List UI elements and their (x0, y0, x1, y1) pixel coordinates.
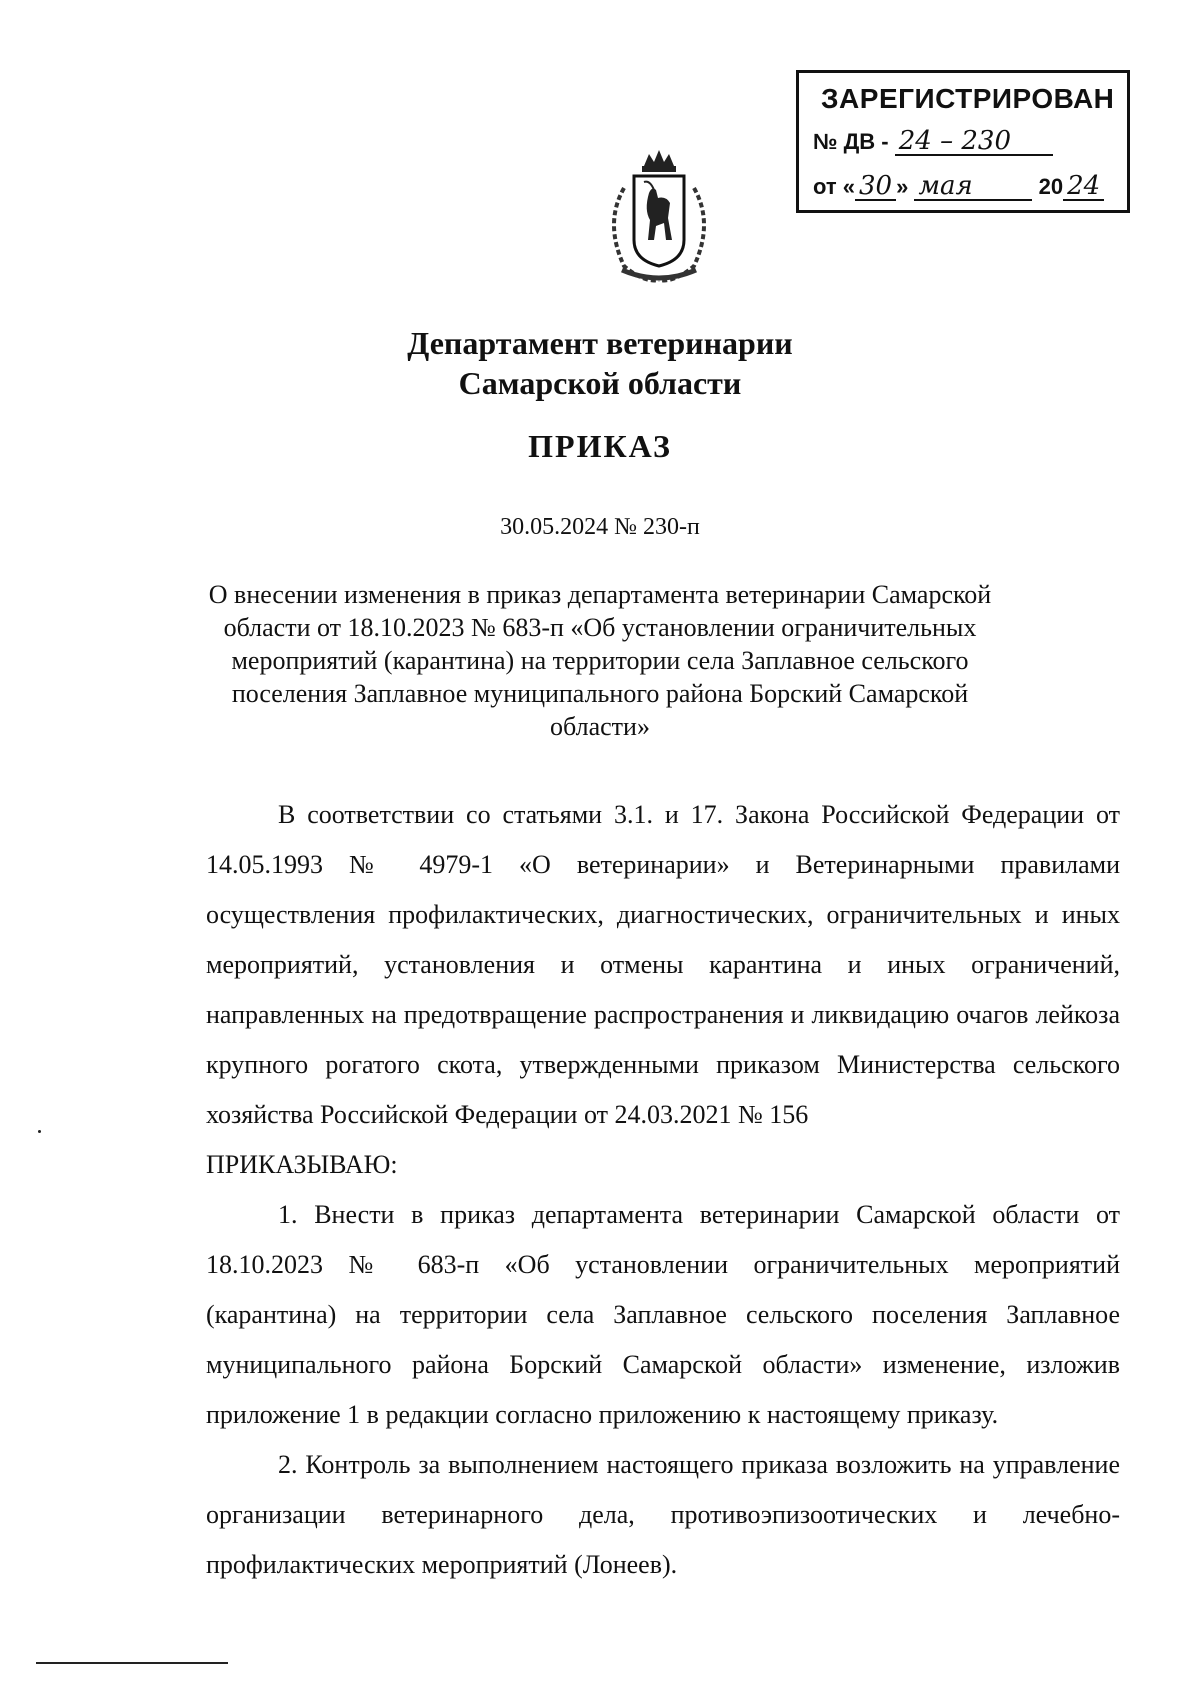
stamp-date-mid: » (896, 174, 909, 199)
department-name-line1: Департамент ветеринарии (407, 325, 793, 361)
stamp-number (813, 128, 1053, 156)
stamp-date-day: 30 (855, 173, 896, 201)
samara-coat-of-arms-icon (594, 148, 724, 288)
order-body (206, 790, 1120, 1590)
stamp-date-year: 24 (1063, 173, 1104, 201)
stamp-number-handwritten: 24 – 230 (895, 128, 1053, 156)
stamp-date (813, 173, 1104, 201)
stamp-date-month: мая (914, 173, 1032, 201)
order-subject: О внесении изменения в приказ департамента ветеринарии Самарской области от 18.10.2023 № 683-п «Об установлении ограничительных мероприятий (карантина) на территории села Заплавное сельского поселения Заплавное муниципального района Борский Самарской области» (208, 580, 992, 741)
stamp-title: ЗАРЕГИСТРИРОВАН (821, 83, 1115, 114)
department-name-line2: Самарской области (458, 365, 742, 401)
registration-stamp (796, 70, 1130, 213)
stamp-number-prefix: № ДВ - (813, 129, 889, 154)
order-item-2: 2. Контроль за выполнением настоящего приказа возложить на управление организации ветеринарного дела, противоэпизоотических и лечебно-профилактических мероприятий (Лонеев). (206, 1450, 1120, 1579)
footer-divider (36, 1662, 228, 1664)
preamble-paragraph: В соответствии со статьями 3.1. и 17. Закона Российской Федерации от 14.05.1993 № 4979-1 «О ветеринарии» и Ветеринарными правилами осуществления профилактических, диагностических, ограничительных и иных мероприятий, установления и отмены карантина и иных ограничений, направленных на предотвращение распространения и ликвидацию очагов лейкоза крупного рогатого скота, утвержденными приказом Министерства сельского хозяйства Российской Федерации от 24.03.2021 № 156 (206, 800, 1120, 1129)
stamp-date-year-prefix: 20 (1038, 174, 1064, 199)
stamp-date-prefix: от « (813, 174, 856, 199)
order-date-number: 30.05.2024 № 230-п (500, 514, 700, 540)
order-item-1: 1. Внести в приказ департамента ветеринарии Самарской области от 18.10.2023 № 683-п «Об установлении ограничительных мероприятий (карантина) на территории села Заплавное сельского поселения Заплавное муниципального района Борский Самарской области» изменение, изложив приложение 1 в редакции согласно приложению к настоящему приказу. (206, 1200, 1120, 1429)
document-type: ПРИКАЗ (528, 428, 672, 464)
scan-artifact-dot (38, 1130, 41, 1133)
order-word: ПРИКАЗЫВАЮ: (206, 1150, 398, 1179)
